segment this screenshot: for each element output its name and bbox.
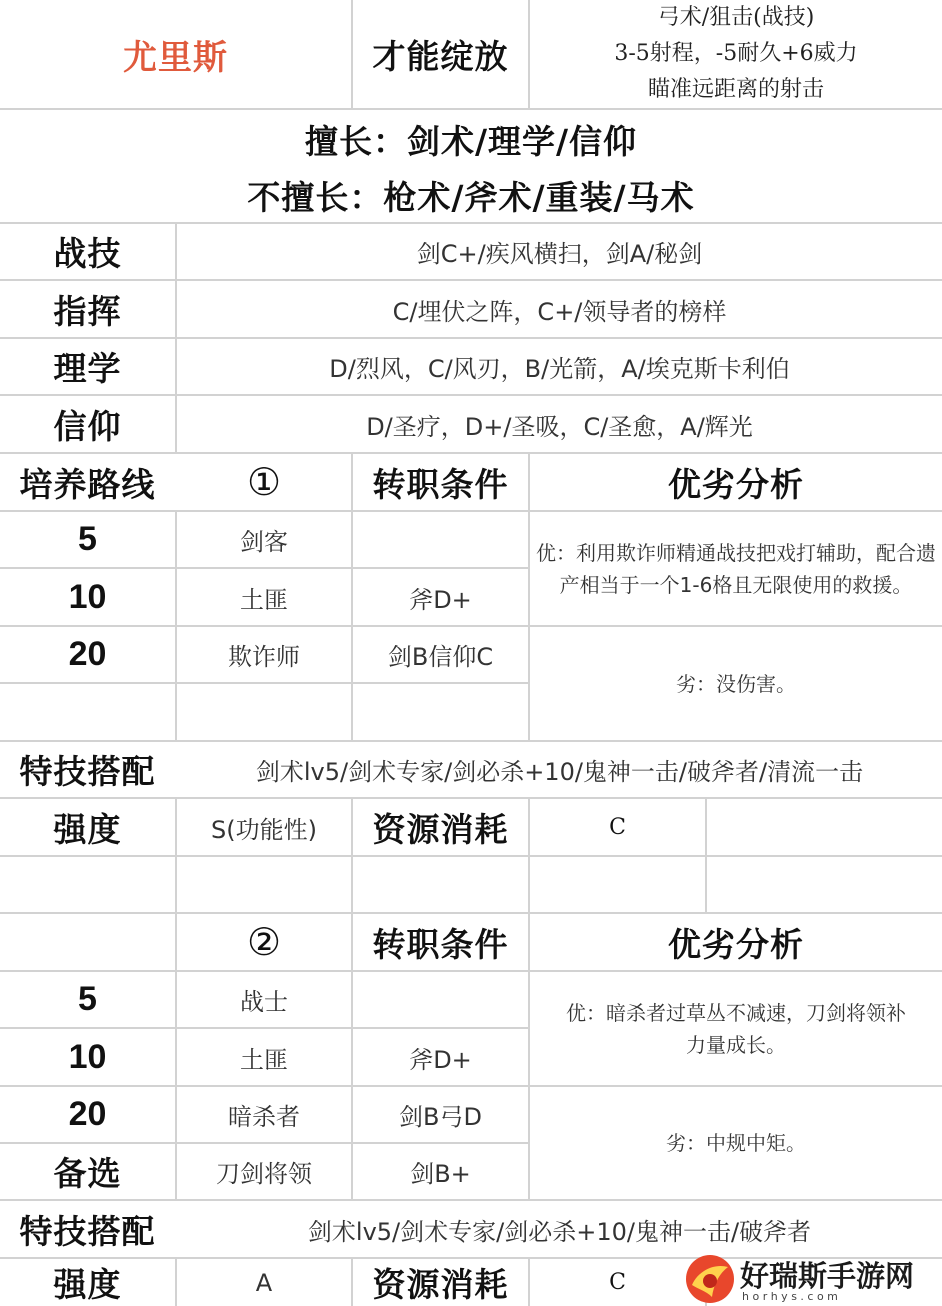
skill-value-combat-arts: 剑C+/疾风横扫，剑A/秘剑: [416, 240, 703, 268]
route2-level-alternate: 备选: [53, 1154, 122, 1193]
route1-level: 5: [78, 520, 97, 558]
strong-weapons: 擅长：剑术/理学/信仰: [304, 121, 638, 161]
route1-cost: C: [609, 814, 626, 840]
watermark: [676, 1252, 938, 1306]
skill-label-faith: 信仰: [53, 406, 122, 446]
talent-desc-line: 瞄准远距离的射击: [647, 77, 824, 102]
talent-description: [530, 0, 942, 108]
route2-cost: C: [609, 1270, 626, 1295]
route1-class: 土匪: [240, 585, 288, 614]
route1-cost-label: 资源消耗: [372, 809, 509, 849]
route2-cost-label: 资源消耗: [372, 1265, 509, 1304]
route2-strength: A: [255, 1268, 273, 1297]
skill-label-combat-arts: 战技: [53, 234, 122, 273]
talent-title: 才能绽放: [372, 36, 509, 76]
talent-desc-line: 弓术/狙击(战技): [657, 5, 815, 30]
weak-weapons: 不擅长：枪术/斧术/重装/马术: [247, 177, 695, 217]
skill-label-reason: 理学: [53, 349, 122, 388]
route1-level: 20: [68, 635, 107, 673]
watermark-title: 好瑞斯手游网: [740, 1259, 915, 1293]
route1-cond: [353, 512, 528, 567]
route2-cond: [353, 972, 528, 1027]
route-section-label: 培养路线: [19, 464, 156, 504]
route1-cons: 劣：没伤害。: [676, 671, 796, 696]
route2-class: 刀剑将领: [216, 1160, 312, 1188]
route2-cond: 剑B+: [410, 1160, 471, 1188]
route1-cond-header: 转职条件: [372, 464, 509, 504]
route2-level: 5: [78, 980, 97, 1018]
route1-number: ①: [246, 460, 282, 504]
skill-value-reason: D/烈风，C/风刃，B/光箭，A/埃克斯卡利伯: [329, 355, 790, 383]
route2-cond-header: 转职条件: [372, 924, 509, 964]
route1-class: 剑客: [240, 528, 288, 556]
route2-number: ②: [246, 920, 282, 964]
route1-strength-label: 强度: [53, 809, 122, 849]
route2-level: 10: [68, 1037, 107, 1076]
route1-analysis-header: 优劣分析: [668, 464, 804, 504]
skill-value-faith: D/圣疗，D+/圣吸，C/圣愈，A/辉光: [366, 412, 753, 441]
route2-cond: 剑B弓D: [399, 1103, 482, 1131]
route2-pros: 优：暗杀者过草丛不减速，刀剑将领补力量成长。: [566, 1000, 906, 1057]
route1-class: 欺诈师: [228, 643, 300, 671]
watermark-sub: h o r h y s . c o m: [742, 1290, 838, 1303]
route1-abilities: 剑术lv5/剑术专家/剑必杀+10/鬼神一击/破斧者/清流一击: [255, 758, 864, 786]
route2-class: 土匪: [240, 1045, 288, 1074]
route2-cons: 劣：中规中矩。: [666, 1131, 806, 1155]
route2-class: 战士: [240, 988, 288, 1016]
route1-pros: 优：利用欺诈师精通战技把戏打辅助，配合遗产相当于一个1-6格且无限使用的救援。: [536, 540, 936, 597]
route1-strength: S(功能性): [211, 815, 317, 844]
route1-cond: 斧D+: [409, 585, 472, 614]
character-name: 尤里斯: [123, 37, 228, 78]
skill-value-command: C/埋伏之阵，C+/领导者的榜样: [392, 297, 727, 326]
skill-label-command: 指挥: [53, 291, 122, 331]
route2-strength-label: 强度: [53, 1265, 122, 1304]
route1-cond: 剑B信仰C: [387, 643, 494, 671]
route1-ability-label: 特技搭配: [19, 752, 156, 791]
route2-ability-label: 特技搭配: [19, 1211, 156, 1251]
route2-abilities: 剑术lv5/剑术专家/剑必杀+10/鬼神一击/破斧者: [307, 1217, 812, 1246]
route2-cond: 斧D+: [409, 1045, 472, 1074]
talent-desc-line: 3-5射程，-5耐久+6威力: [614, 41, 858, 66]
watermark-logo-icon: [684, 1253, 736, 1305]
route2-analysis-header: 优劣分析: [668, 924, 804, 964]
route2-level: 20: [68, 1095, 107, 1133]
route2-class: 暗杀者: [228, 1103, 300, 1131]
route1-level: 10: [68, 577, 107, 616]
